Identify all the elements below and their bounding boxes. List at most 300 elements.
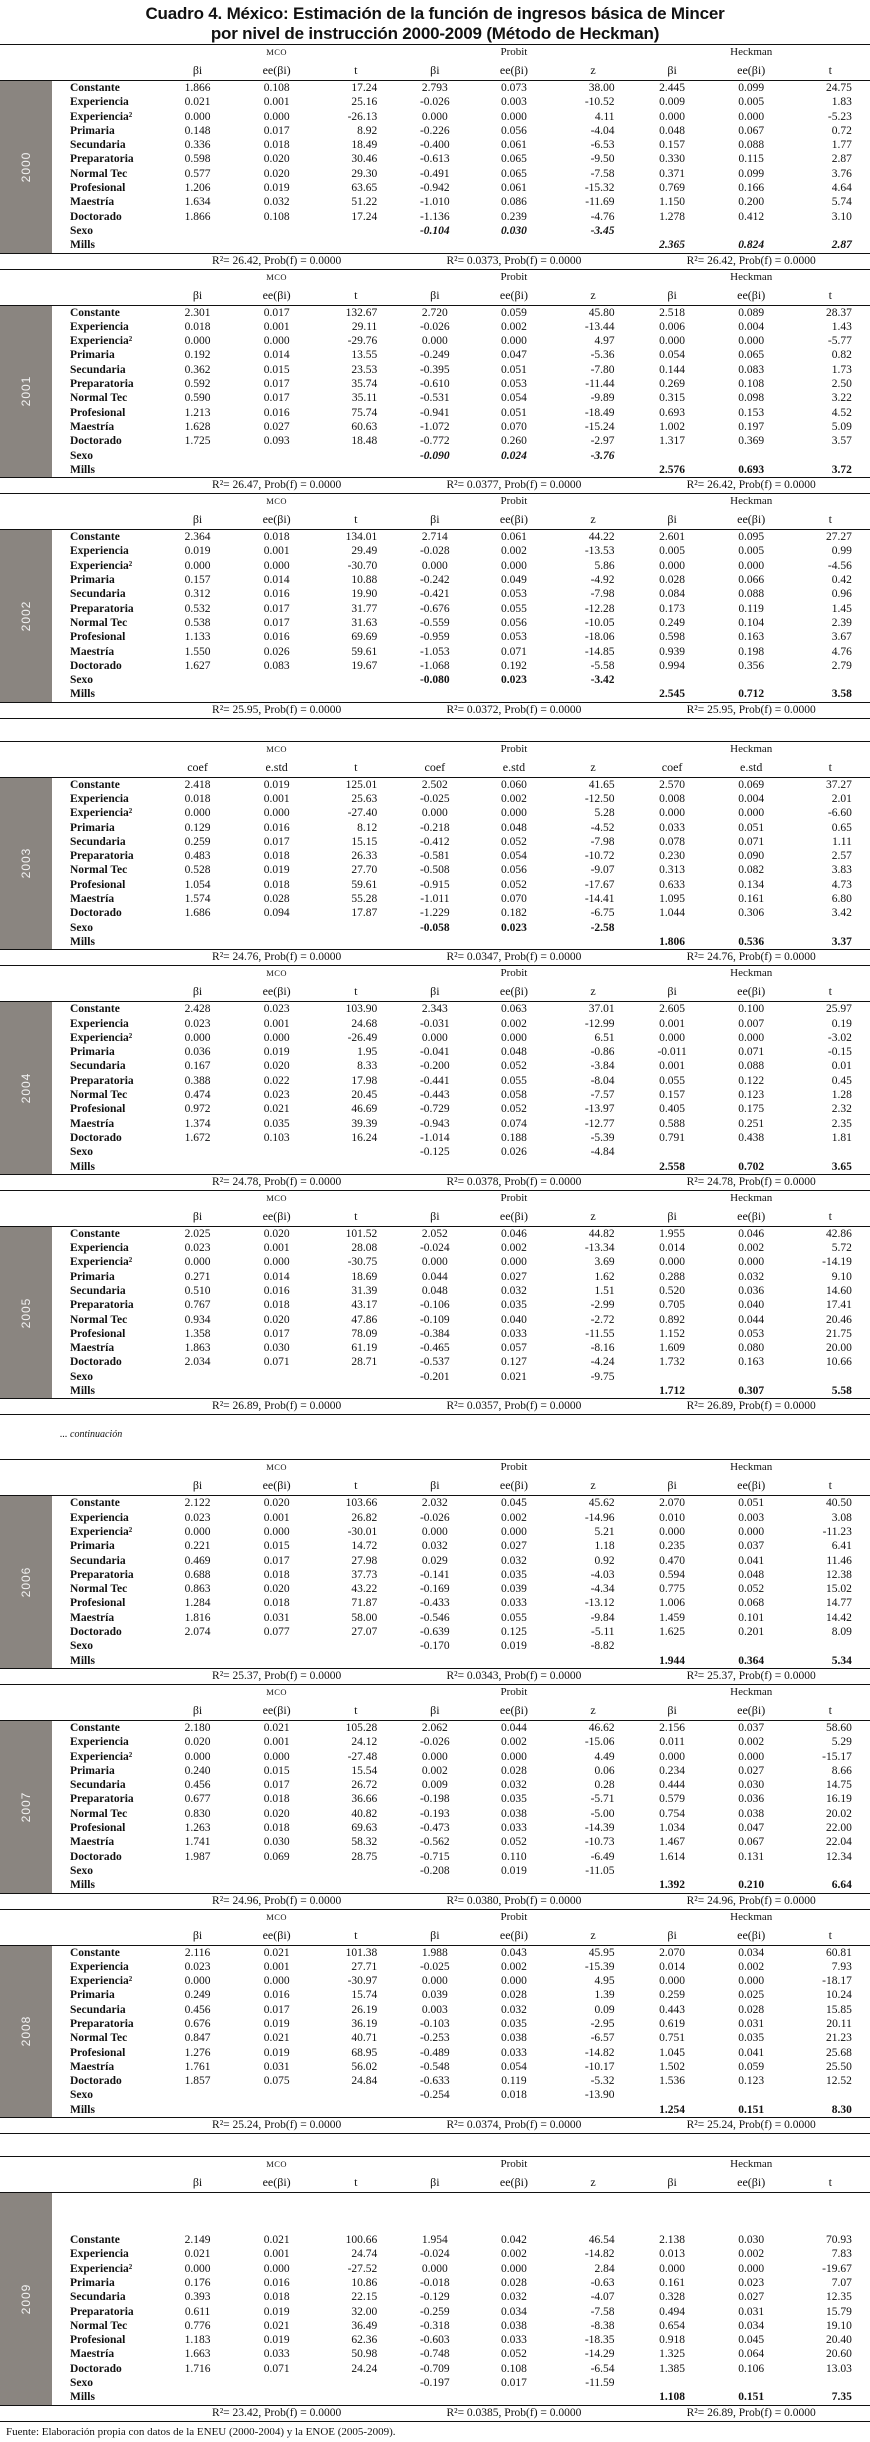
table-cell: 46.54 (588, 2234, 615, 2247)
table-cell: -0.253 (419, 2032, 450, 2045)
table-cell: -3.84 (590, 1060, 615, 1073)
table-cell: 2.445 (659, 82, 686, 94)
table-cell: -0.106 (419, 1299, 450, 1312)
year-block-2002 (0, 493, 870, 719)
table-cell: -19.67 (822, 2262, 852, 2275)
empty-cell (158, 1370, 237, 1384)
empty-cell (791, 1145, 870, 1159)
table-cell: -0.024 (419, 2248, 450, 2261)
fit-stat: R²= 26.47, Prob(f) = 0.0000 (212, 479, 342, 492)
column-header-row (0, 1206, 870, 1226)
table-cell: 0.315 (659, 392, 686, 405)
row-label: Normal Tec (70, 392, 128, 405)
table-cell: 0.094 (263, 907, 290, 920)
group-header-probit: Probit (500, 2158, 528, 2171)
column-header: βi (430, 512, 440, 527)
table-cell: 0.108 (263, 210, 290, 223)
table-cell: -5.71 (590, 1793, 615, 1806)
table-cell: -0.218 (419, 821, 450, 834)
table-row (0, 138, 870, 152)
empty-cell (316, 1654, 395, 1668)
table-row (0, 1807, 870, 1821)
table-cell: 0.101 (738, 1611, 765, 1624)
empty-cell (237, 463, 316, 477)
table-row (0, 238, 870, 252)
table-cell: 0.005 (738, 545, 765, 558)
table-cell: 0.769 (659, 182, 686, 195)
table-cell: 0.002 (738, 2248, 765, 2261)
empty-cell (316, 1639, 395, 1653)
column-header: ee(βi) (262, 1478, 291, 1493)
table-cell: 0.046 (738, 1227, 765, 1240)
table-cell: 0.271 (184, 1270, 211, 1283)
table-row (0, 2362, 870, 2376)
table-cell: 24.75 (825, 82, 852, 94)
row-label: Primaria (70, 1046, 115, 1059)
year-label-bar (0, 1946, 52, 2118)
table-cell: 68.95 (351, 2046, 378, 2059)
spacer-cell (0, 285, 58, 305)
empty-cell (316, 673, 395, 687)
row-label: Experiencia (70, 1511, 129, 1524)
table-row (0, 95, 870, 109)
row-label: Normal Tec (70, 2319, 128, 2332)
empty-cell (316, 2376, 395, 2390)
table-cell: -14.85 (584, 645, 615, 658)
row-label: Constante (70, 1497, 120, 1510)
empty-cell (791, 224, 870, 238)
table-cell: 0.005 (738, 96, 765, 109)
empty-cell (633, 673, 712, 687)
column-header: βi (430, 287, 440, 302)
column-header: z (590, 1478, 596, 1493)
table-cell: 0.336 (184, 139, 211, 152)
table-cell: 0.151 (738, 2391, 765, 2404)
fit-stat: R²= 23.42, Prob(f) = 0.0000 (212, 2406, 342, 2419)
row-label: Profesional (70, 182, 126, 195)
empty-cell (395, 463, 474, 477)
row-label: Experiencia (70, 1736, 129, 1749)
table-cell: 27.07 (351, 1626, 378, 1639)
table-cell: -14.82 (584, 2046, 615, 2059)
table-cell: -0.129 (419, 2291, 450, 2304)
column-header: βi (667, 1478, 677, 1493)
table-row (0, 81, 870, 95)
table-cell: 0.019 (500, 1640, 527, 1653)
table-cell: -0.025 (419, 792, 450, 805)
table-cell: 101.52 (345, 1227, 378, 1240)
table-cell: 5.34 (831, 1654, 852, 1667)
table-cell: 0.017 (263, 835, 290, 848)
table-cell: -14.96 (584, 1511, 615, 1524)
row-label: Maestría (70, 1342, 115, 1355)
empty-cell (158, 449, 237, 463)
table-row (0, 348, 870, 362)
year-label-bar (0, 1002, 52, 1174)
table-cell: 0.084 (659, 588, 686, 601)
fit-stat: R²= 24.78, Prob(f) = 0.0000 (212, 1175, 342, 1188)
table-cell: 0.018 (184, 320, 211, 333)
empty-cell (237, 673, 316, 687)
table-cell: 0.173 (659, 602, 686, 615)
table-cell: 0.000 (500, 559, 527, 572)
table-cell: 12.38 (825, 1568, 852, 1581)
table-cell: 1.006 (659, 1597, 686, 1610)
table-row (0, 849, 870, 863)
table-cell: 23.53 (351, 363, 378, 376)
table-cell: 0.369 (738, 435, 765, 448)
table-cell: 0.017 (263, 392, 290, 405)
table-cell: 45.62 (588, 1497, 615, 1510)
table-cell: -11.59 (585, 2377, 615, 2390)
table-cell: 0.014 (263, 349, 290, 362)
table-cell: 0.693 (659, 406, 686, 419)
table-cell: 6.51 (594, 1031, 615, 1044)
table-cell: -12.77 (584, 1117, 615, 1130)
table-cell: 0.000 (659, 1975, 686, 1988)
table-cell: 59.61 (351, 645, 378, 658)
spacer-cell (58, 981, 158, 1001)
column-header: z (590, 759, 596, 774)
table-cell: 0.312 (184, 588, 211, 601)
table-cell: 0.071 (263, 2362, 290, 2375)
row-label: Sexo (70, 1640, 93, 1653)
table-cell: 0.007 (738, 1017, 765, 1030)
empty-cell (395, 238, 474, 252)
table-cell: -2.72 (590, 1313, 615, 1326)
table-cell: 0.023 (184, 1511, 211, 1524)
table-cell: 0.590 (184, 392, 211, 405)
table-cell: 4.97 (594, 335, 615, 348)
table-cell: 0.198 (738, 645, 765, 658)
table-cell: -2.95 (590, 2017, 615, 2030)
spacer-cell (0, 509, 58, 529)
table-cell: 2.070 (659, 1497, 686, 1510)
table-row (0, 1227, 870, 1241)
table-cell: 0.103 (263, 1131, 290, 1144)
empty-cell (316, 1370, 395, 1384)
column-header-row (0, 1700, 870, 1720)
table-cell: -0.473 (419, 1822, 450, 1835)
table-cell: 0.002 (738, 1242, 765, 1255)
table-cell: 0.021 (184, 2248, 211, 2261)
table-cell: 1.725 (184, 435, 211, 448)
table-cell: 0.592 (184, 378, 211, 391)
table-cell: 0.057 (500, 1342, 527, 1355)
table-cell: 3.42 (831, 907, 852, 920)
fit-stat: R²= 0.0373, Prob(f) = 0.0000 (446, 254, 582, 267)
table-cell: -6.60 (827, 807, 852, 820)
empty-cell (237, 921, 316, 935)
row-label: Doctorado (70, 210, 122, 223)
table-cell: 2.605 (659, 1003, 686, 1016)
fit-stats-row (0, 2406, 870, 2421)
table-row (0, 921, 870, 935)
table-cell: 5.29 (831, 1736, 852, 1749)
table-cell: 0.045 (738, 2334, 765, 2347)
table-cell: 0.014 (659, 1960, 686, 1973)
year-body (0, 1496, 870, 1668)
table-cell: 2.418 (184, 778, 211, 791)
table-cell: 4.73 (831, 878, 852, 891)
table-row (0, 778, 870, 792)
table-cell: 1.732 (659, 1356, 686, 1369)
table-cell: 0.167 (184, 1060, 211, 1073)
table-cell: 0.056 (500, 864, 527, 877)
table-cell: 18.49 (351, 139, 378, 152)
table-cell: 1.276 (184, 2046, 211, 2059)
table-cell: -18.49 (584, 406, 615, 419)
table-cell: 2.601 (659, 531, 686, 544)
row-label: Doctorado (70, 2362, 122, 2375)
table-cell: 0.131 (738, 1850, 765, 1863)
table-cell: 0.037 (738, 1721, 765, 1734)
table-cell: 0.019 (500, 1864, 527, 1877)
table-cell: 0.002 (500, 1736, 527, 1749)
fit-stat: R²= 0.0374, Prob(f) = 0.0000 (446, 2119, 582, 2132)
empty-cell (553, 1654, 632, 1668)
empty-cell (237, 1864, 316, 1878)
table-cell: 0.000 (500, 807, 527, 820)
row-label: Constante (70, 82, 120, 94)
table-cell: 0.129 (184, 821, 211, 834)
table-cell: 0.018 (263, 1597, 290, 1610)
table-cell: 0.044 (500, 1721, 527, 1734)
table-cell: 0.598 (184, 153, 211, 166)
table-cell: 0.090 (738, 850, 765, 863)
table-cell: 22.00 (825, 1822, 852, 1835)
table-cell: 0.067 (738, 1836, 765, 1849)
table-row (0, 1654, 870, 1668)
table-cell: -27.40 (347, 807, 378, 820)
table-cell: 10.66 (825, 1356, 852, 1369)
column-header: βi (192, 1208, 203, 1223)
table-cell: 1.095 (659, 893, 686, 906)
table-cell: -0.041 (419, 1046, 450, 1059)
table-cell: 0.037 (738, 1540, 765, 1553)
table-cell: 1.45 (831, 602, 852, 615)
table-cell: 0.000 (184, 335, 211, 348)
empty-cell (553, 2390, 632, 2404)
table-cell: 0.019 (263, 2334, 290, 2347)
table-row (0, 195, 870, 209)
table-row (0, 406, 870, 420)
empty-cell (395, 1384, 474, 1398)
table-cell: 25.63 (351, 792, 378, 805)
table-cell: 0.040 (500, 1313, 527, 1326)
row-label: Experiencia (70, 1960, 129, 1973)
table-cell: 69.69 (351, 631, 378, 644)
table-cell: -0.090 (419, 449, 450, 462)
table-cell: 40.82 (351, 1807, 378, 1820)
empty-cell (474, 238, 553, 252)
table-cell: 22.15 (351, 2291, 378, 2304)
table-cell: 8.09 (831, 1626, 852, 1639)
table-cell: -4.76 (590, 210, 615, 223)
spacer-cell (58, 478, 158, 493)
column-header: t (828, 1702, 832, 1717)
table-cell: 0.456 (184, 1779, 211, 1792)
year-label-bar (0, 1227, 52, 1399)
table-row (0, 687, 870, 701)
year-label-bar (0, 2193, 52, 2405)
table-cell: -8.16 (590, 1342, 615, 1355)
column-header: t (354, 287, 358, 302)
table-cell: 0.633 (659, 878, 686, 891)
table-cell: 0.000 (263, 807, 290, 820)
table-cell: 18.48 (351, 435, 378, 448)
spacer-cell (0, 981, 58, 1001)
empty-cell (474, 463, 553, 477)
table-cell: 28.37 (825, 306, 852, 319)
row-label: Primaria (70, 574, 115, 587)
table-cell: -0.63 (590, 2276, 615, 2289)
table-cell: 9.10 (831, 1270, 852, 1283)
table-cell: 0.000 (738, 335, 765, 348)
table-cell: 0.023 (184, 1960, 211, 1973)
spacer-cell (58, 1925, 158, 1945)
empty-cell (158, 238, 237, 252)
group-header-row (0, 1191, 870, 1206)
table-cell: 0.157 (659, 139, 686, 152)
fit-stats-row (0, 703, 870, 718)
table-cell: 19.10 (825, 2319, 852, 2332)
table-cell: 0.033 (500, 1822, 527, 1835)
table-cell: 134.01 (345, 531, 378, 544)
row-label: Primaria (70, 1540, 115, 1553)
table-cell: -0.709 (419, 2362, 450, 2375)
column-header-row (0, 509, 870, 529)
table-cell: 38.00 (588, 82, 615, 94)
column-header: βi (667, 984, 677, 999)
table-cell: 60.81 (825, 1946, 852, 1959)
table-cell: 0.677 (184, 1793, 211, 1806)
table-cell: 0.536 (738, 935, 765, 948)
table-cell: 19.67 (351, 659, 378, 672)
table-cell: 0.688 (184, 1568, 211, 1581)
table-cell: 1.866 (184, 210, 211, 223)
table-cell: 5.58 (831, 1385, 852, 1398)
table-row (0, 1974, 870, 1988)
row-label: Mills (70, 1879, 95, 1892)
table-cell: -30.75 (347, 1256, 378, 1269)
table-cell: 2.01 (831, 792, 852, 805)
table-row (0, 1988, 870, 2002)
table-cell: 0.393 (184, 2291, 211, 2304)
year-label: 2009 (19, 2283, 33, 2315)
table-cell: 0.021 (263, 1721, 290, 1734)
spacer-cell (58, 2172, 158, 2192)
table-cell: 0.018 (263, 1299, 290, 1312)
empty-cell (158, 687, 237, 701)
column-header: βi (430, 1478, 440, 1493)
table-cell: 0.002 (500, 1017, 527, 1030)
year-body (0, 1227, 870, 1399)
table-cell: 17.41 (825, 1299, 852, 1312)
table-cell: -1.229 (419, 907, 450, 920)
table-cell: 0.048 (659, 124, 686, 137)
table-cell: 0.004 (738, 792, 765, 805)
table-cell: 3.69 (594, 1256, 615, 1269)
table-cell: 0.000 (263, 110, 290, 123)
column-header: βi (192, 512, 203, 527)
table-row (0, 544, 870, 558)
table-cell: 0.148 (184, 124, 211, 137)
table-cell: 2.180 (184, 1721, 211, 1734)
table-row (0, 878, 870, 892)
row-label: Sexo (70, 2377, 93, 2390)
table-cell: -0.254 (419, 2089, 450, 2102)
table-cell: 1.278 (659, 210, 686, 223)
spacer-cell (0, 950, 58, 965)
empty-cell (474, 2103, 553, 2117)
row-label: Maestría (70, 420, 115, 433)
row-label: Mills (70, 1160, 95, 1173)
group-header-heckman: Heckman (730, 1910, 773, 1923)
table-cell: -11.23 (822, 1525, 852, 1538)
table-cell: -9.75 (590, 1370, 615, 1383)
empty-cell (791, 1639, 870, 1653)
table-cell: 7.93 (831, 1960, 852, 1973)
table-cell: 75.74 (351, 406, 378, 419)
table-row (0, 1625, 870, 1639)
table-row (0, 2305, 870, 2319)
empty-cell (237, 687, 316, 701)
column-header: coef (661, 759, 683, 774)
table-cell: -5.39 (590, 1131, 615, 1144)
column-header: ee(βi) (262, 984, 291, 999)
empty-cell (316, 1384, 395, 1398)
table-cell: 0.013 (659, 2248, 686, 2261)
table-cell: 5.21 (594, 1525, 615, 1538)
fit-stats-row (0, 1669, 870, 1684)
column-header: z (590, 1702, 596, 1717)
column-header: ee(βi) (737, 1208, 766, 1223)
table-cell: 0.048 (738, 1568, 765, 1581)
table-cell: 100.66 (345, 2234, 378, 2247)
row-label: Secundaria (70, 588, 126, 601)
spacer-cell (0, 1175, 58, 1190)
table-cell: 0.775 (659, 1583, 686, 1596)
year-block-2003 (0, 741, 870, 966)
table-cell: 0.791 (659, 1131, 686, 1144)
table-cell: 0.032 (421, 1540, 448, 1553)
table-row (0, 1778, 870, 1792)
table-cell: 0.032 (263, 196, 290, 209)
table-cell: 6.80 (831, 893, 852, 906)
year-label: 2005 (19, 1297, 33, 1328)
table-cell: 0.972 (184, 1103, 211, 1116)
table-cell: 0.330 (659, 153, 686, 166)
table-cell: 0.054 (500, 850, 527, 863)
table-cell: 0.023 (263, 1089, 290, 1102)
table-cell: -10.17 (584, 2060, 615, 2073)
table-cell: 1.254 (659, 2103, 686, 2116)
table-cell: -3.42 (590, 674, 615, 687)
fit-stat: R²= 0.0380, Prob(f) = 0.0000 (446, 1894, 582, 1907)
row-label: Mills (70, 2391, 95, 2404)
column-header: ee(βi) (737, 512, 766, 527)
fit-stats-row (0, 950, 870, 965)
year-block-2008 (0, 1909, 870, 2135)
row-label: Constante (70, 2234, 120, 2247)
row-label: Preparatoria (70, 1074, 134, 1087)
column-header: ee(βi) (737, 63, 766, 77)
table-cell: 0.000 (659, 1256, 686, 1269)
column-header-row (0, 60, 870, 80)
table-cell: 0.028 (263, 893, 290, 906)
table-cell: 0.001 (659, 1060, 686, 1073)
